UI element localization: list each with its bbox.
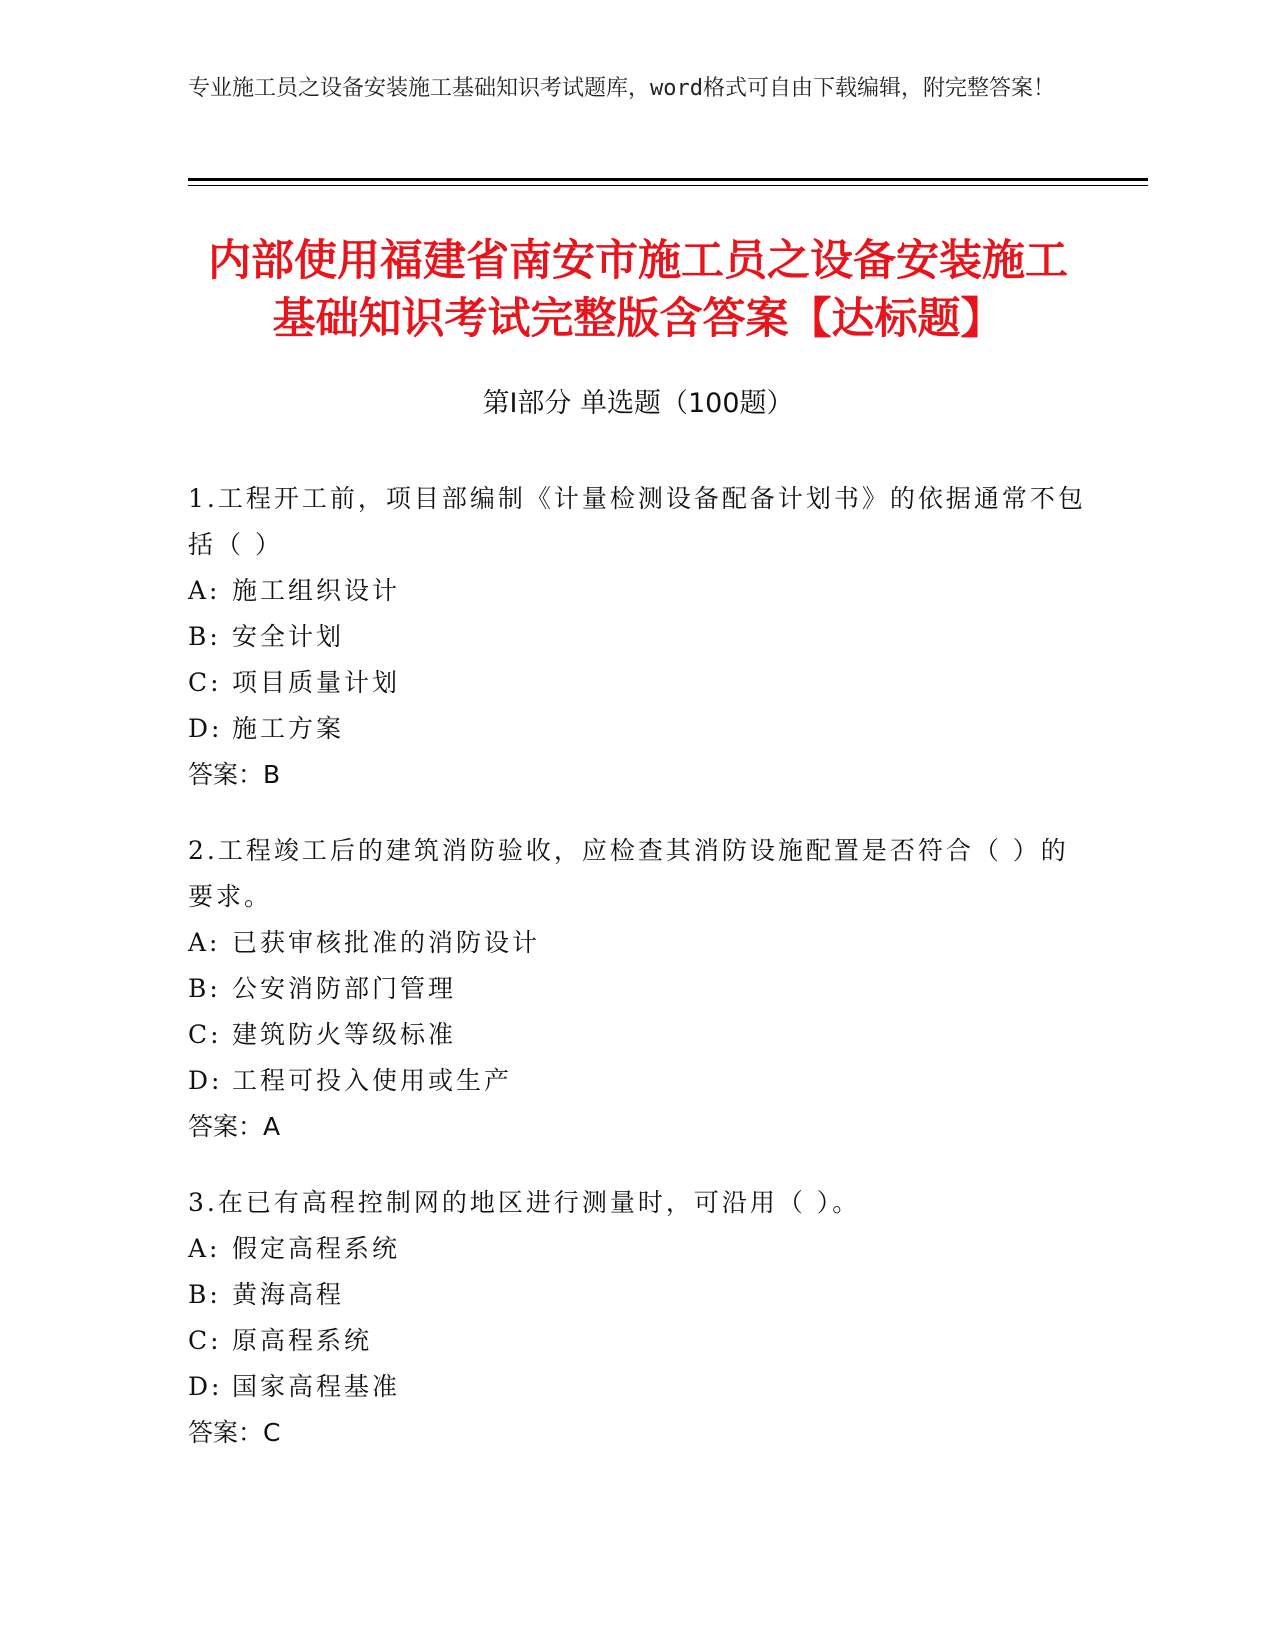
option-a <box>188 920 1088 966</box>
option-letter: D: <box>188 714 223 743</box>
option-letter: A: <box>188 576 221 605</box>
option-a <box>188 1226 1088 1272</box>
option-text: 公安消防部门管理 <box>232 974 457 1003</box>
option-c <box>188 1318 1088 1364</box>
option-text: 假定高程系统 <box>232 1234 401 1263</box>
option-text: 施工方案 <box>232 714 345 743</box>
option-letter: C: <box>188 1020 222 1049</box>
option-text: 黄海高程 <box>232 1280 345 1309</box>
section-title: 第I部分 单选题（100题） <box>482 388 794 419</box>
question-3 <box>188 1180 1088 1456</box>
option-letter: B: <box>188 974 221 1003</box>
option-letter: B: <box>188 1280 221 1309</box>
option-c <box>188 660 1088 706</box>
option-text: 项目质量计划 <box>232 668 401 697</box>
answer: 答案：A <box>188 1112 281 1141</box>
document-title: 内部使用福建省南安市施工员之设备安装施工基础知识考试完整版含答案【达标题】 <box>208 236 1068 344</box>
option-text: 建筑防火等级标准 <box>232 1020 457 1049</box>
option-text: 原高程系统 <box>232 1326 373 1355</box>
option-b <box>188 966 1088 1012</box>
option-letter: B: <box>188 622 221 651</box>
header-note: 专业施工员之设备安装施工基础知识考试题库，word格式可自由下载编辑，附完整答案！ <box>188 76 1055 101</box>
option-letter: A: <box>188 1234 221 1263</box>
header-divider-thick <box>188 178 1148 181</box>
option-c <box>188 1012 1088 1058</box>
option-b <box>188 614 1088 660</box>
option-letter: D: <box>188 1372 223 1401</box>
option-a <box>188 568 1088 614</box>
option-letter: C: <box>188 1326 222 1355</box>
option-d <box>188 706 1088 752</box>
question-2 <box>188 828 1088 1150</box>
question-list <box>188 476 1088 1486</box>
option-b <box>188 1272 1088 1318</box>
answer: 答案：C <box>188 1418 281 1447</box>
question-1 <box>188 476 1088 798</box>
question-stem: 2.工程竣工后的建筑消防验收，应检查其消防设施配置是否符合（ ）的要求。 <box>188 836 1069 911</box>
option-text: 施工组织设计 <box>232 576 401 605</box>
question-stem: 1.工程开工前，项目部编制《计量检测设备配备计划书》的依据通常不包括（ ） <box>188 484 1086 559</box>
option-d <box>188 1058 1088 1104</box>
option-text: 安全计划 <box>232 622 345 651</box>
option-letter: A: <box>188 928 221 957</box>
option-text: 已获审核批准的消防设计 <box>232 928 541 957</box>
answer: 答案：B <box>188 760 281 789</box>
option-text: 工程可投入使用或生产 <box>232 1066 513 1095</box>
option-text: 国家高程基准 <box>232 1372 401 1401</box>
option-letter: C: <box>188 668 222 697</box>
question-stem: 3.在已有高程控制网的地区进行测量时，可沿用（ ）。 <box>188 1188 861 1217</box>
header-divider-thin <box>188 185 1148 186</box>
option-letter: D: <box>188 1066 223 1095</box>
option-d <box>188 1364 1088 1410</box>
